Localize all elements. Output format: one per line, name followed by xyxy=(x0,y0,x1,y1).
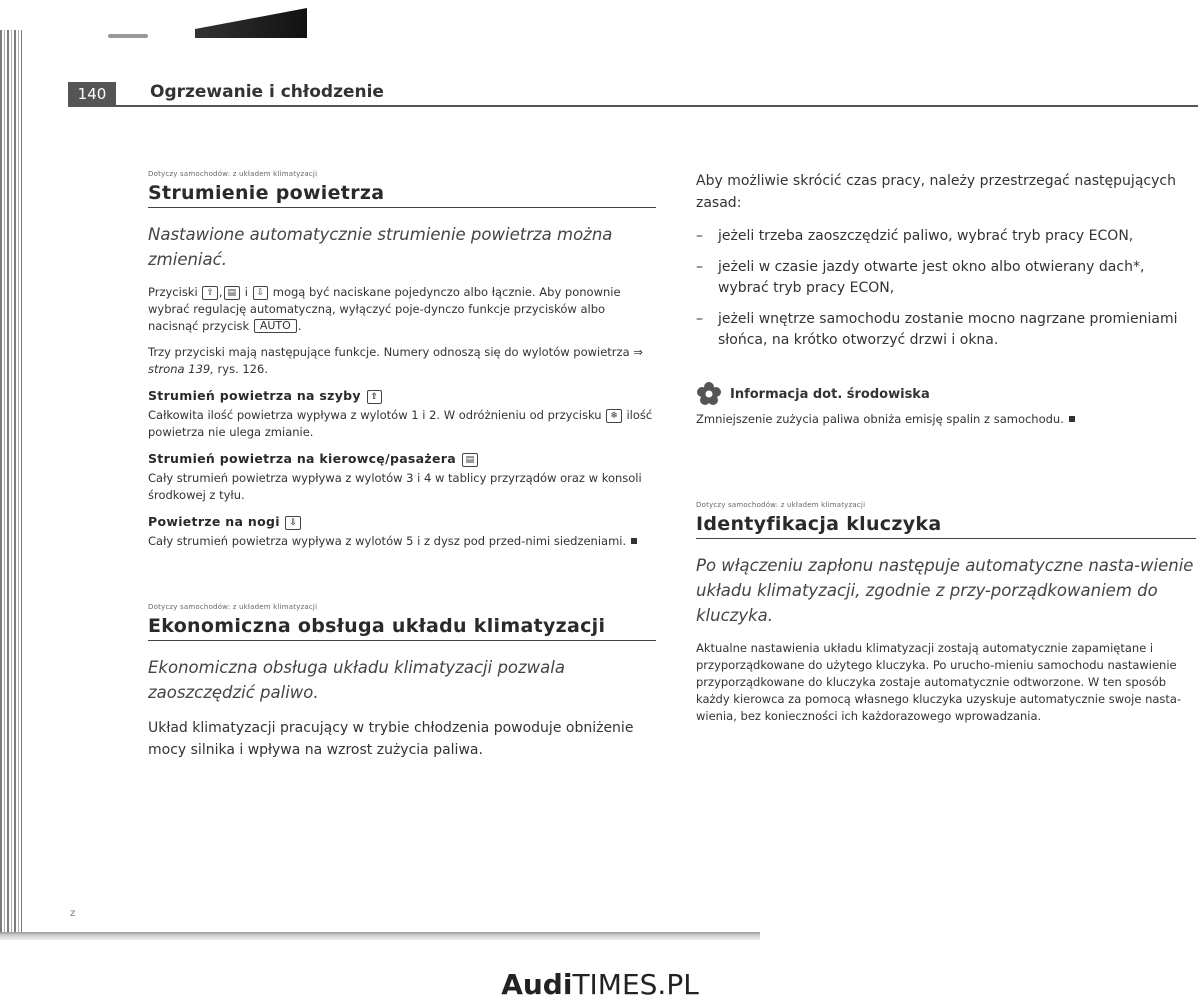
dash-vent-button-icon: ▤ xyxy=(224,286,241,300)
page-number: 140 xyxy=(68,82,116,106)
lead-key-identification: Po włączeniu zapłonu następuje automatyczne nasta-wienie układu klimatyzacji, zgodnie z przy-porządkowaniem do kluczyka. xyxy=(696,556,1194,625)
environment-text: Zmniejszenie zużycia paliwa obniża emisję spalin z samochodu. xyxy=(696,411,1196,428)
subheading-driver-passenger: Strumień powietrza na kierowcę/pasażera ▤ xyxy=(148,451,656,467)
text-footwell: Cały strumień powietrza wypływa z wylotów 5 i z dysz pod przed-nimi siedzeniami. xyxy=(148,533,656,550)
auto-button: AUTO xyxy=(254,319,297,333)
list-item: – jeżeli wnętrze samochodu zostanie mocno nagrzane promieniami słońca, na krótko otworzyć drzwi i okna. xyxy=(696,309,1196,351)
scan-artifact xyxy=(195,8,307,38)
text-key-identification: Aktualne nastawienia układu klimatyzacji zostają automatycznie zapamiętane i przyporządkowane do użytego kluczyka. Po urucho-mieniu samochodu nastawienie przyporządkowane do kluczyka zostaje automatycznie odtworzone. W ten sposób każdy kierowca za pomocą własnego kluczyka uzyskuje automatycznie swoje nasta-wienia, bez konieczności ich każdorazowego wprowadzania. xyxy=(696,641,1182,723)
page-reference: strona 139, xyxy=(148,362,214,376)
applies-note: Dotyczy samochodów: z układem klimatyzacji xyxy=(148,603,318,611)
windshield-button-icon: ⇧ xyxy=(202,286,218,300)
subheading-windshield: Strumień powietrza na szyby ⇧ xyxy=(148,388,656,404)
lead-economy: Ekonomiczna obsługa układu klimatyzacji pozwala zaoszczędzić paliwo. xyxy=(148,658,565,702)
scan-artifact-small xyxy=(108,34,148,38)
windshield-button-icon: ⇧ xyxy=(367,390,383,404)
text-windshield: Całkowita ilość powietrza wypływa z wylotów 1 i 2. W odróżnieniu od przycisku ❄ ilość powietrza nie ulega zmianie. xyxy=(148,408,653,439)
lead-air-streams: Nastawione automatycznie strumienie powietrza można zmieniać. xyxy=(148,225,613,269)
paragraph-buttons: Przyciski ⇧ , ▤ i ⇩ mogą być naciskane pojedynczo albo łącznie. Aby ponownie wybrać regulację automatyczną, wyłączyć poje-dynczo funkcje przycisków albo nacisnąć przycisk AUTO . xyxy=(148,285,621,333)
corner-mark: z xyxy=(70,908,76,919)
footwell-button-icon: ⇩ xyxy=(253,286,269,300)
environment-title: Informacja dot. środowiska xyxy=(730,386,930,402)
applies-note: Dotyczy samochodów: z układem klimatyzacji xyxy=(696,501,866,509)
header-rule xyxy=(68,105,1198,107)
section-title-air-streams: Strumienie powietrza xyxy=(148,182,656,208)
environment-info xyxy=(696,381,1196,428)
intro-rules: Aby możliwie skrócić czas pracy, należy przestrzegać następujących zasad: xyxy=(696,173,1176,211)
section-title-economy: Ekonomiczna obsługa układu klimatyzacji xyxy=(148,615,656,641)
text-driver-passenger: Cały strumień powietrza wypływa z wylotów 3 i 4 w tablicy przyrządów oraz w konsoli środkowej z tyłu. xyxy=(148,471,642,502)
end-of-section-icon xyxy=(1069,416,1075,422)
end-of-section-icon xyxy=(631,538,637,544)
chapter-title: Ogrzewanie i chłodzenie xyxy=(150,82,384,102)
site-logo: AudiTIMES.PL xyxy=(501,968,699,1001)
left-column xyxy=(148,170,656,771)
list-item: – jeżeli w czasie jazdy otwarte jest okno albo otwierany dach*, wybrać tryb pracy ECON, xyxy=(696,257,1196,299)
flower-icon xyxy=(696,381,722,407)
applies-note: Dotyczy samochodów: z układem klimatyzacji xyxy=(148,170,318,178)
page-bottom-edge xyxy=(0,932,760,940)
page-binding xyxy=(0,30,22,940)
paragraph-functions: Trzy przyciski mają następujące funkcje. Numery odnoszą się do wylotów powietrza ⇒ strona 139, rys. 126. xyxy=(148,345,643,376)
dash-vent-button-icon: ▤ xyxy=(462,453,479,467)
list-item: – jeżeli trzeba zaoszczędzić paliwo, wybrać tryb pracy ECON, xyxy=(696,226,1196,247)
rules-list xyxy=(696,226,1196,351)
footwell-button-icon: ⇩ xyxy=(285,516,301,530)
text-economy: Układ klimatyzacji pracujący w trybie chłodzenia powoduje obniżenie mocy silnika i wpływa na wzrost zużycia paliwa. xyxy=(148,720,634,758)
right-column xyxy=(696,170,1196,734)
defrost-button-icon: ❄ xyxy=(606,409,622,423)
subheading-footwell: Powietrze na nogi ⇩ xyxy=(148,514,656,530)
section-title-key-identification: Identyfikacja kluczyka xyxy=(696,513,1196,539)
